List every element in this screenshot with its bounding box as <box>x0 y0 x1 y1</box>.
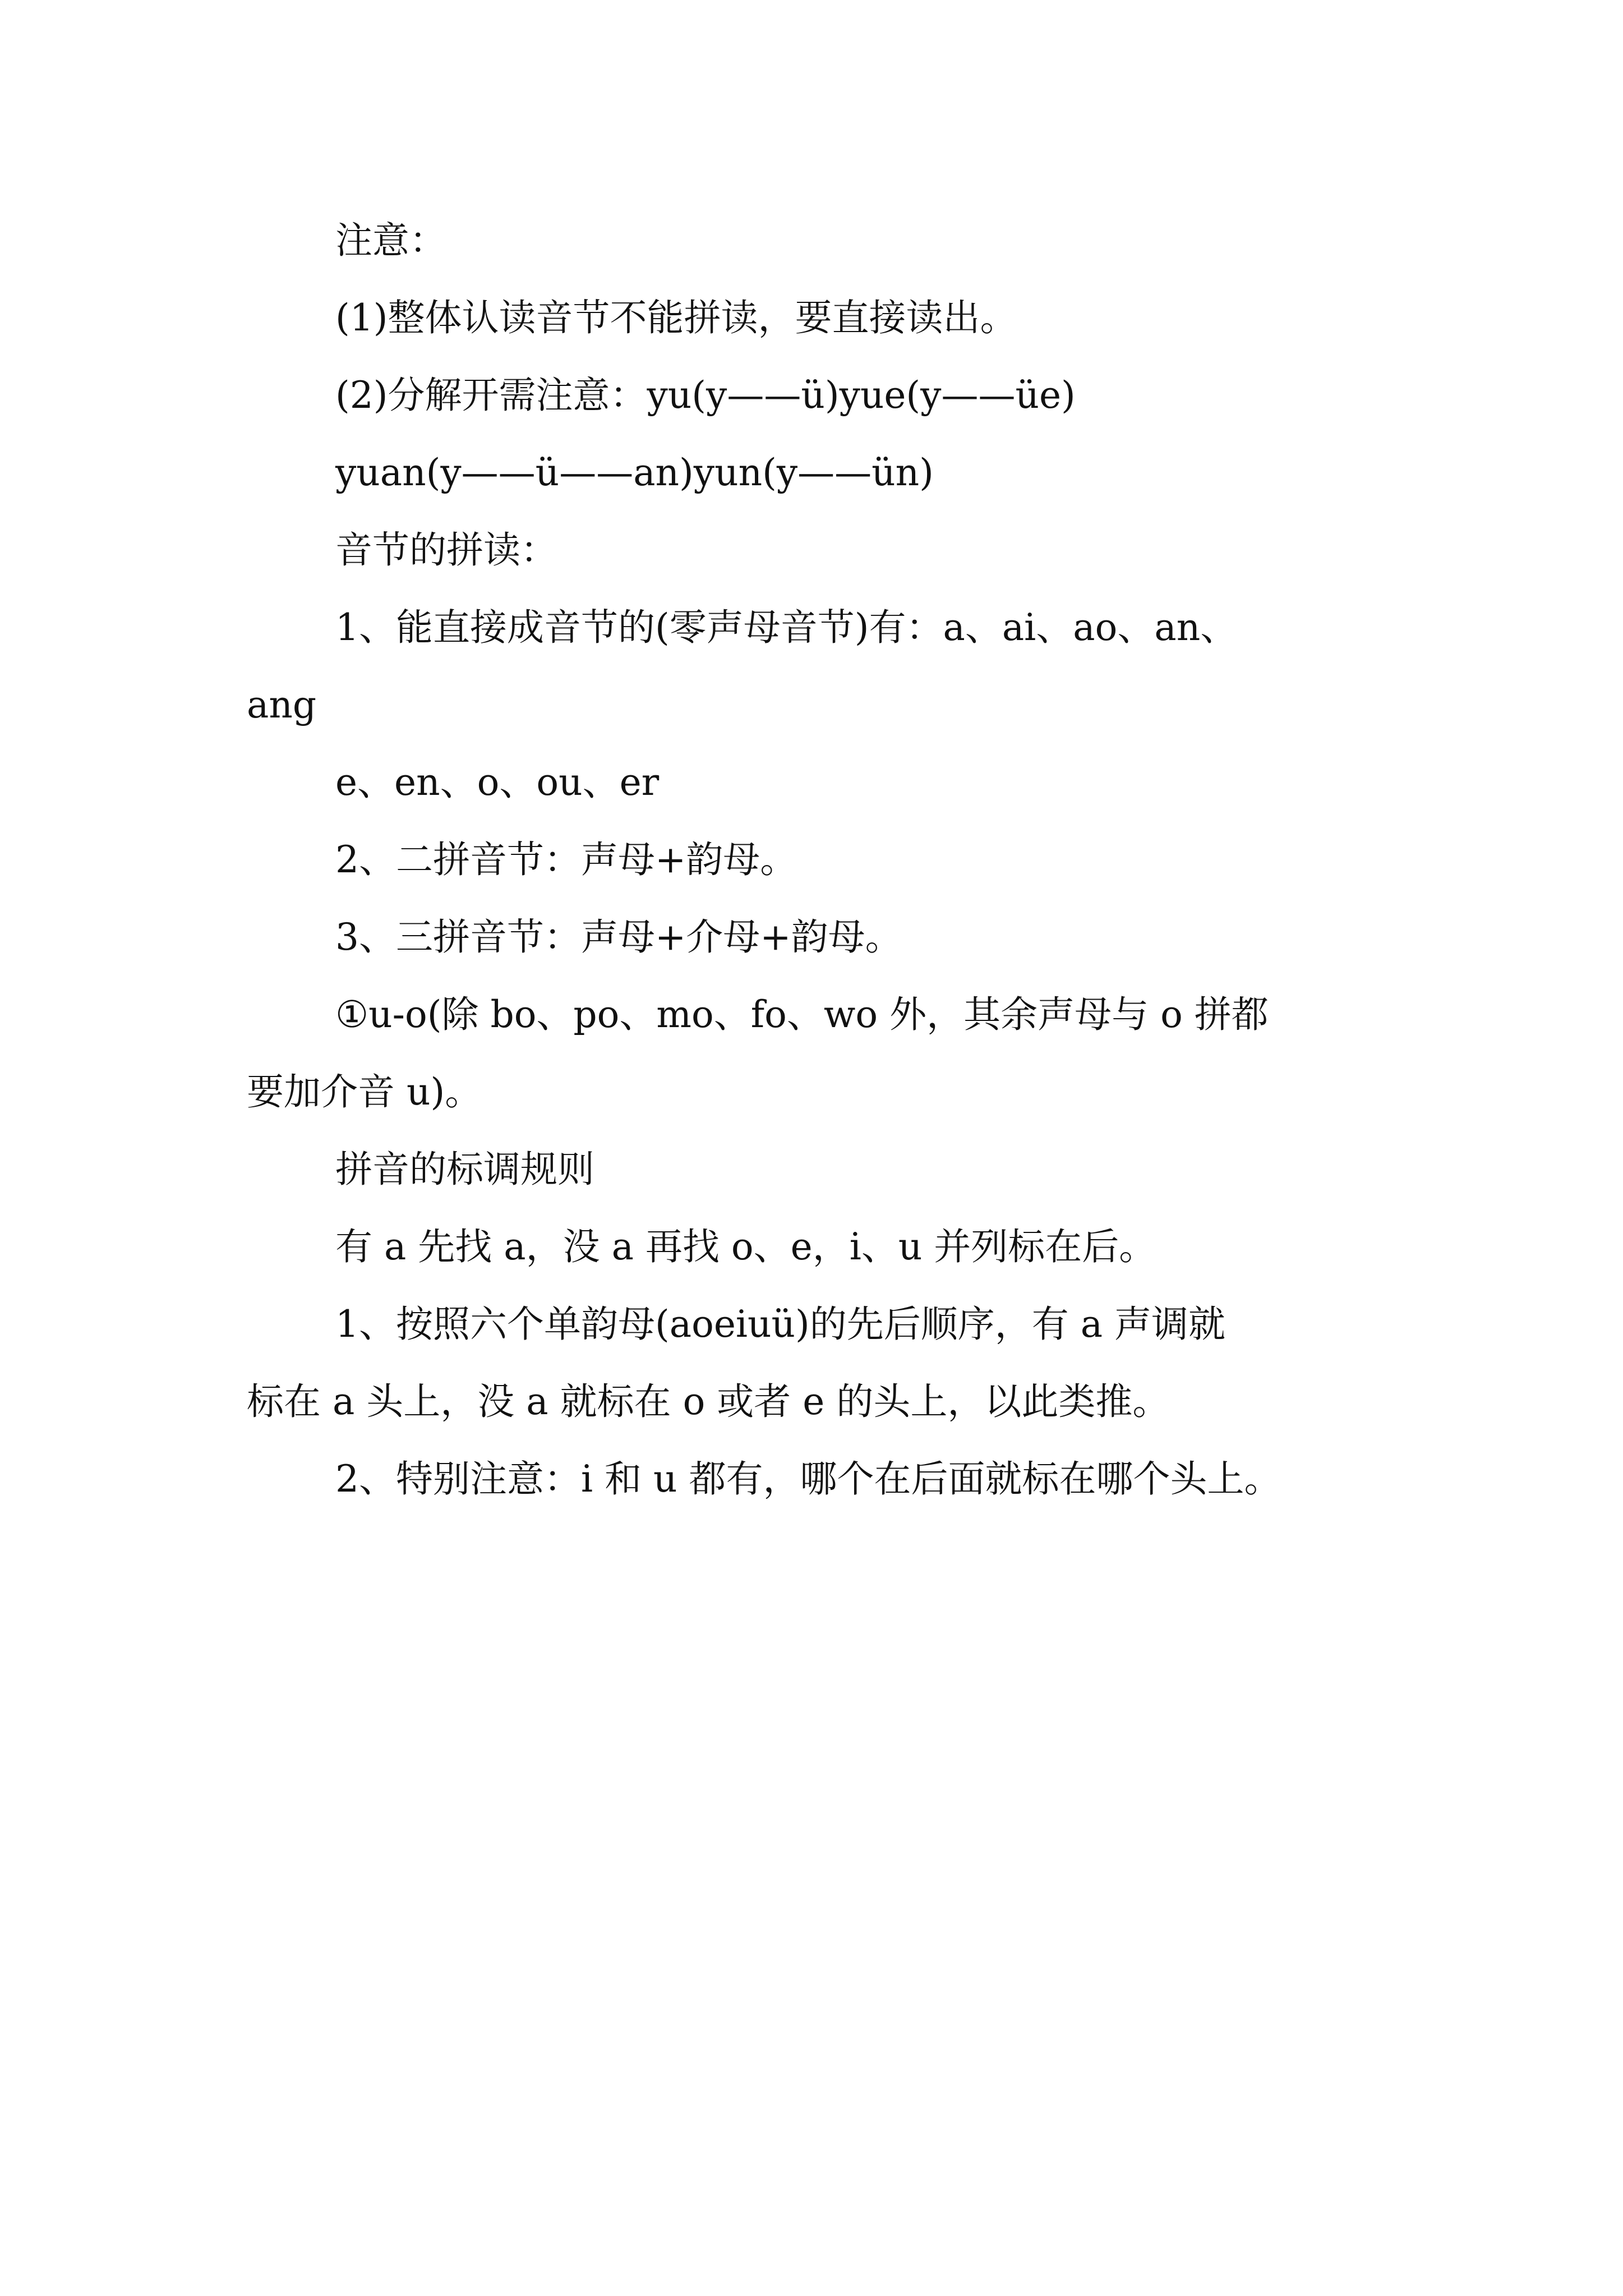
note-item-2-continued: yuan(y——ü——an)yun(y——ün) <box>335 451 934 494</box>
note-item-2: (2)分解开需注意：yu(y——ü)yue(y——üe) <box>335 374 1076 417</box>
tone-rules-heading: 拼音的标调规则 <box>335 1148 594 1191</box>
syllable-rule-3-sub: ①u-o(除 bo、po、mo、fo、wo 外，其余声母与 o 拼都 <box>335 993 1269 1036</box>
note-item-1: (1)整体认读音节不能拼读，要直接读出。 <box>335 296 1017 339</box>
note-heading: 注意： <box>335 219 446 262</box>
syllable-rule-3: 3、三拼音节：声母+介母+韵母。 <box>335 915 902 959</box>
tone-rule-summary: 有 a 先找 a，没 a 再找 o、e，i、u 并列标在后。 <box>335 1225 1156 1268</box>
syllable-rule-2: 2、二拼音节：声母+韵母。 <box>335 838 797 881</box>
tone-rule-1: 1、按照六个单韵母(aoeiuü)的先后顺序，有 a 声调就 <box>335 1303 1226 1346</box>
syllable-rule-1-continued: e、en、o、ou、er <box>335 761 660 804</box>
syllable-rule-3-sub-wrap: 要加介音 u)。 <box>247 1070 482 1114</box>
syllable-rule-1-wrap: ang <box>247 683 317 726</box>
tone-rule-1-wrap: 标在 a 头上，没 a 就标在 o 或者 e 的头上，以此类推。 <box>247 1380 1170 1423</box>
document-body <box>247 202 1385 1518</box>
syllable-rule-1: 1、能直接成音节的(零声母音节)有：a、ai、ao、an、 <box>335 606 1238 649</box>
syllable-reading-heading: 音节的拼读： <box>335 528 557 572</box>
tone-rule-2: 2、特别注意：i 和 u 都有，哪个在后面就标在哪个头上。 <box>335 1457 1281 1501</box>
